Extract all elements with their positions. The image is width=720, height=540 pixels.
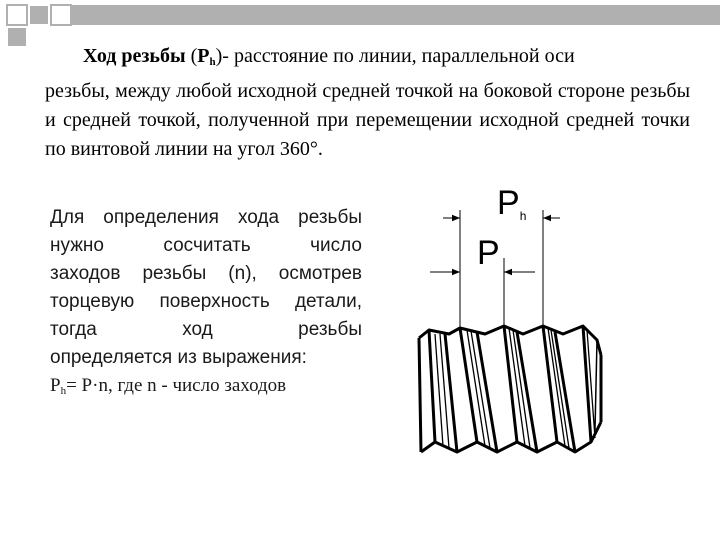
decor-square (28, 4, 50, 26)
explanation-paragraph (50, 204, 362, 405)
formula: Ph= P·n, где n - число заходов (50, 375, 287, 397)
text-line: тогда ход резьбы (50, 319, 362, 340)
text-line: нужно сосчитать число (50, 235, 362, 256)
decor-square (6, 4, 28, 26)
decor-square (6, 26, 28, 48)
definition-text: резьбы, между любой исходной средней точкой на боковой стороне резьбы и средней точкой, полученной при перемещении исходной средней точки по винтовой линии на угол 360°. (45, 80, 690, 160)
decor-square (50, 4, 72, 26)
term-title: Ход резьбы (83, 45, 186, 67)
threaded-rod (419, 326, 605, 452)
symbol-sub: h (209, 56, 216, 68)
symbol-p: P (197, 45, 210, 67)
label-p: P (477, 234, 500, 272)
label-ph: Ph (497, 184, 527, 223)
definition-paragraph: Ход резьбы $(P_h)-$ расстояние по линии, параллельной оси резьбы, между любой исходной средней точкой на боковой стороне резьбы и средней точкой, полученной при перемещении исходной средней точки по винтовой линии на угол 360°. (45, 45, 690, 160)
top-decor-bar (70, 5, 720, 25)
text-line: определяется из выражения: (50, 347, 307, 368)
thread-diagram (405, 180, 620, 480)
text-line: Для определения хода резьбы (50, 207, 362, 228)
text-line: торцевую поверхность детали, (50, 291, 362, 312)
text-line: заходов резьбы (n), осмотрев (50, 263, 362, 284)
